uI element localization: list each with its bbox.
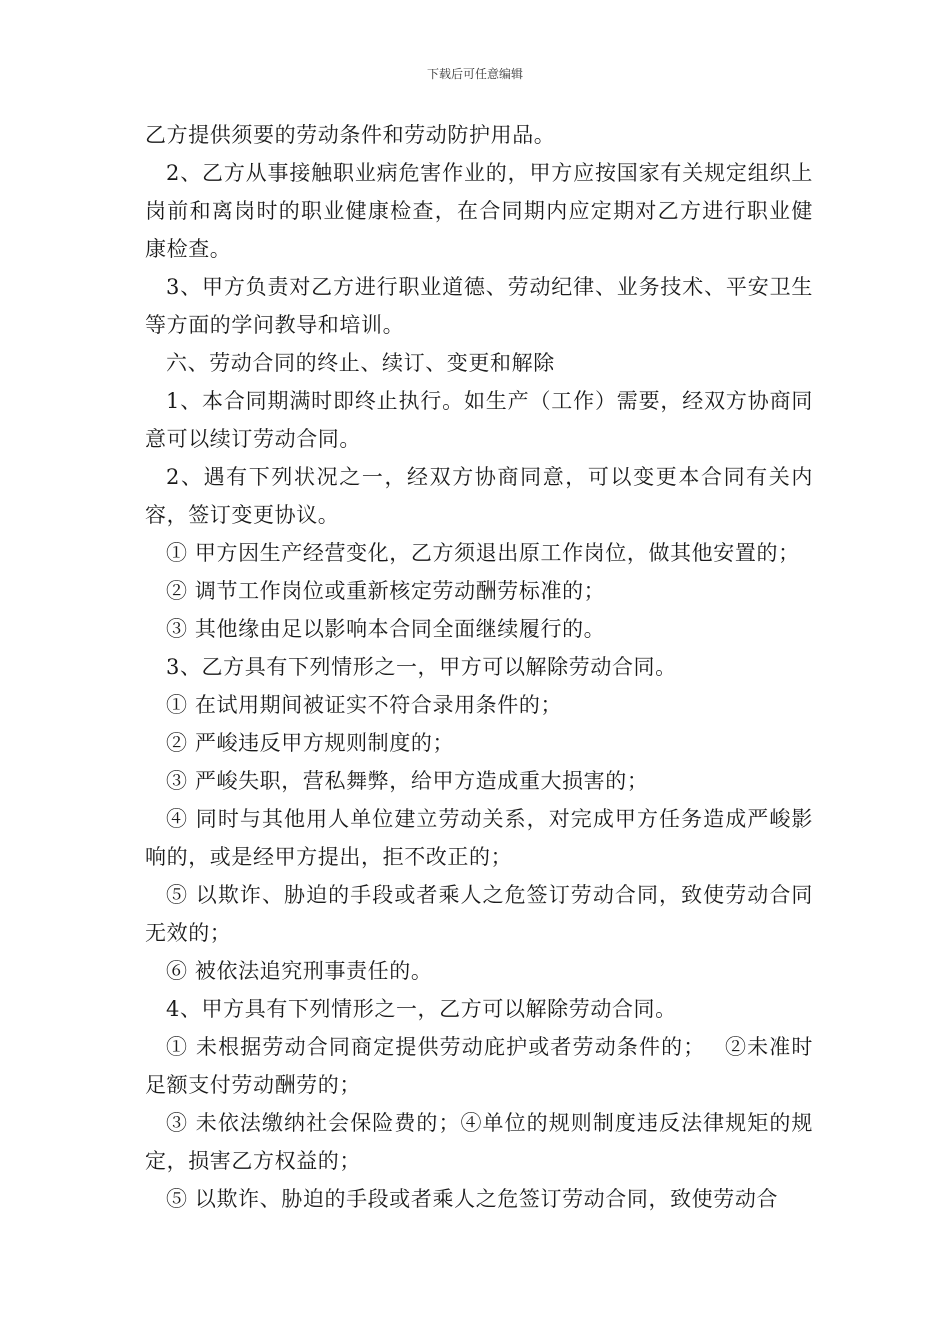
list-item: ② 调节工作岗位或重新核定劳动酬劳标准的； — [166, 579, 606, 603]
list-item: ① 甲方因生产经营变化，乙方须退出原工作岗位，做其他安置的； — [166, 541, 800, 565]
paragraph: 2、乙方从事接触职业病危害作业的，甲方应按国家有关规定组织上岗前和离岗时的职业健康检查，在合同期内应定期对乙方进行职业健康检查。 — [145, 161, 813, 261]
section-heading: 六、劳动合同的终止、续订、变更和解除 — [166, 351, 555, 375]
list-item: ④ 同时与其他用人单位建立劳动关系，对完成甲方任务造成严峻影响的，或是经甲方提出，拒不改正的； — [145, 807, 813, 869]
page-header — [0, 66, 950, 82]
list-item: ③ 未依法缴纳社会保险费的；④单位的规则制度违反法律规矩的规定，损害乙方权益的； — [145, 1111, 813, 1173]
paragraph: 乙方提供须要的劳动条件和劳动防护用品。 — [145, 123, 556, 147]
list-item: ① 在试用期间被证实不符合录用条件的； — [166, 693, 563, 717]
list-item: ② 严峻违反甲方规则制度的； — [166, 731, 455, 755]
document-body — [145, 116, 813, 1218]
list-item: ① 未根据劳动合同商定提供劳动庇护或者劳动条件的； ②未准时足额支付劳动酬劳的； — [145, 1035, 813, 1097]
paragraph: 1、本合同期满时即终止执行。如生产（工作）需要，经双方协商同意可以续订劳动合同。 — [145, 389, 813, 451]
list-item: ⑤ 以欺诈、胁迫的手段或者乘人之危签订劳动合同，致使劳动合同无效的； — [145, 883, 813, 945]
list-item: ⑥ 被依法追究刑事责任的。 — [166, 959, 433, 983]
paragraph: 4、甲方具有下列情形之一，乙方可以解除劳动合同。 — [166, 997, 677, 1021]
paragraph: 2、遇有下列状况之一，经双方协商同意，可以变更本合同有关内容，签订变更协议。 — [145, 465, 813, 527]
paragraph: 3、乙方具有下列情形之一，甲方可以解除劳动合同。 — [166, 655, 677, 679]
list-item: ③ 严峻失职，营私舞弊，给甲方造成重大损害的； — [166, 769, 649, 793]
list-item: ③ 其他缘由足以影响本合同全面继续履行的。 — [166, 617, 606, 641]
list-item: ⑤ 以欺诈、胁迫的手段或者乘人之危签订劳动合同，致使劳动合 — [166, 1187, 779, 1211]
header-text: 下载后可任意编辑 — [426, 67, 523, 81]
paragraph: 3、甲方负责对乙方进行职业道德、劳动纪律、业务技术、平安卫生等方面的学问教导和培训。 — [145, 275, 813, 337]
